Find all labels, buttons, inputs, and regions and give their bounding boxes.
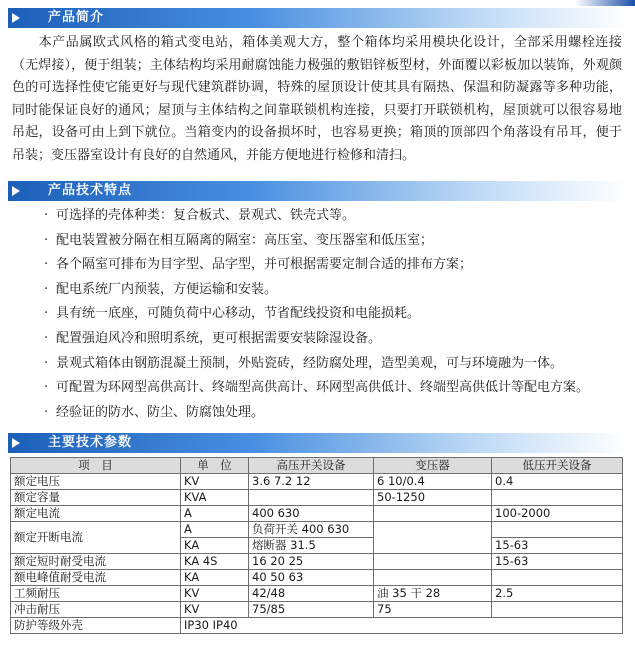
cell-lv: 15-63 bbox=[492, 554, 623, 570]
bullet-icon: · bbox=[44, 306, 49, 322]
table-row bbox=[11, 554, 623, 570]
table-row bbox=[11, 586, 623, 602]
cell-item: 防护等级外壳 bbox=[11, 618, 181, 634]
table-row bbox=[11, 522, 623, 538]
triangle-marker-icon bbox=[12, 13, 20, 23]
cell-hv: 40 50 63 bbox=[249, 570, 374, 586]
cell-lv bbox=[492, 570, 623, 586]
col-header-transformer: 变压器 bbox=[374, 458, 492, 474]
table-header-row bbox=[11, 458, 623, 474]
section-header-specs bbox=[8, 433, 626, 453]
cell-item: 额定电压 bbox=[11, 474, 181, 490]
cell-hv: 400 630 bbox=[249, 506, 374, 522]
top-accent-bar bbox=[575, 0, 635, 6]
feature-item: · 配电装置被分隔在相互隔离的隔室：高压室、变压器室和低压室； bbox=[44, 229, 624, 254]
cell-lv bbox=[492, 522, 623, 538]
intro-text: 本产品属欧式风格的箱式变电站，箱体美观大方，整个箱体均采用模块化设计，全部采用螺栓连接（无焊接），便于组装；主体结构均采用耐腐蚀能力极强的敷铝锌板型材，外面覆以彩板加以装饰，外观颜色的可选择性使它能更好与现代建筑群协调，特殊的屋顶设计使其具有隔热、保温和防凝露等多种功能，同时能保证良好的通风；屋顶与主体结构之间靠联锁机构连接，只要打开联锁机构，屋顶就可以很容易地吊起，设备可由上到下就位。当箱变内的设备损坏时，也容易更换；箱顶的顶部四个角落设有吊耳，便于吊装；变压器室设计有良好的自然通风，并能方便地进行检修和清扫。 bbox=[12, 35, 622, 163]
cell-lv: 100-2000 bbox=[492, 506, 623, 522]
feature-item: · 可选择的壳体种类：复合板式、景观式、铁壳式等。 bbox=[44, 204, 624, 229]
cell-transformer: 50-1250 bbox=[374, 490, 492, 506]
cell-transformer: 75 bbox=[374, 602, 492, 618]
section-title-features: 产品技术特点 bbox=[48, 183, 133, 198]
feature-item: · 景观式箱体由钢筋混凝土预制，外贴瓷砖，经防腐处理，造型美观，可与环境融为一体。 bbox=[44, 352, 624, 377]
cell-unit: KVA bbox=[181, 490, 249, 506]
cell-transformer bbox=[374, 554, 492, 570]
feature-item: · 配电系统厂内预装，方便运输和安装。 bbox=[44, 278, 624, 303]
feature-item: · 经验证的防水、防尘、防腐蚀处理。 bbox=[44, 401, 624, 426]
bullet-icon: · bbox=[44, 355, 49, 371]
bullet-icon: · bbox=[44, 330, 49, 346]
cell-unit: A bbox=[181, 506, 249, 522]
bullet-icon: · bbox=[44, 208, 49, 223]
triangle-marker-icon bbox=[12, 438, 20, 448]
cell-lv: 2.5 bbox=[492, 586, 623, 602]
table-row bbox=[11, 618, 623, 634]
bullet-icon: · bbox=[44, 380, 49, 396]
col-header-hv-switchgear: 高压开关设备 bbox=[249, 458, 374, 474]
cell-unit: KA 4S bbox=[181, 554, 249, 570]
section-header-features bbox=[8, 181, 626, 201]
cell-hv: 熔断器 31.5 bbox=[249, 538, 374, 554]
col-header-unit: 单 位 bbox=[181, 458, 249, 474]
cell-unit: KA bbox=[181, 570, 249, 586]
table-row bbox=[11, 474, 623, 490]
cell-item: 额电峰值耐受电流 bbox=[11, 570, 181, 586]
section-title-specs: 主要技术参数 bbox=[48, 435, 133, 450]
table-row bbox=[11, 506, 623, 522]
cell-hv: 75/85 bbox=[249, 602, 374, 618]
cell-item: 额定电流 bbox=[11, 506, 181, 522]
cell-transformer bbox=[374, 522, 492, 554]
intro-paragraph bbox=[12, 32, 622, 167]
feature-item: · 具有统一底座，可随负荷中心移动，节省配线投资和电能损耗。 bbox=[44, 302, 624, 327]
bullet-icon: · bbox=[44, 404, 49, 420]
cell-unit: A bbox=[181, 522, 249, 538]
cell-unit: KV bbox=[181, 474, 249, 490]
cell-hv: 负荷开关 400 630 bbox=[249, 522, 374, 538]
col-header-item: 项 目 bbox=[11, 458, 181, 474]
cell-unit: KV bbox=[181, 602, 249, 618]
feature-list bbox=[44, 204, 624, 425]
cell-unit: KA bbox=[181, 538, 249, 554]
section-header-intro bbox=[8, 8, 626, 28]
cell-item: 额定开断电流 bbox=[11, 522, 181, 554]
cell-transformer: 6 10/0.4 bbox=[374, 474, 492, 490]
cell-lv: 0.4 bbox=[492, 474, 623, 490]
cell-hv bbox=[249, 490, 374, 506]
cell-transformer bbox=[374, 570, 492, 586]
cell-transformer bbox=[374, 506, 492, 522]
cell-item: 冲击耐压 bbox=[11, 602, 181, 618]
cell-item: 额定短时耐受电流 bbox=[11, 554, 181, 570]
section-title-intro: 产品简介 bbox=[48, 10, 105, 25]
table-row bbox=[11, 602, 623, 618]
feature-item: · 配置强迫风冷和照明系统，更可根据需要安装除湿设备。 bbox=[44, 327, 624, 352]
table-row bbox=[11, 570, 623, 586]
feature-item: · 可配置为环网型高供高计、终端型高供高计、环网型高供低计、终端型高供低计等配电方案。 bbox=[44, 376, 624, 401]
cell-item: 额定容量 bbox=[11, 490, 181, 506]
cell-unit: KV bbox=[181, 586, 249, 602]
cell-item: 工频耐压 bbox=[11, 586, 181, 602]
table-row bbox=[11, 490, 623, 506]
cell-hv: 3.6 7.2 12 bbox=[249, 474, 374, 490]
cell-lv bbox=[492, 490, 623, 506]
cell-hv: 16 20 25 bbox=[249, 554, 374, 570]
spec-table bbox=[10, 457, 623, 634]
bullet-icon: · bbox=[44, 232, 49, 248]
cell-lv: 15-63 bbox=[492, 538, 623, 554]
cell-hv: 42/48 bbox=[249, 586, 374, 602]
cell-protection-levels: IP30 IP40 bbox=[181, 618, 623, 634]
bullet-icon: · bbox=[44, 281, 49, 297]
cell-transformer: 油 35 干 28 bbox=[374, 586, 492, 602]
col-header-lv-switchgear: 低压开关设备 bbox=[492, 458, 623, 474]
feature-item: · 各个隔室可排布为目字型、品字型，并可根据需要定制合适的排布方案； bbox=[44, 253, 624, 278]
bullet-icon: · bbox=[44, 257, 49, 273]
triangle-marker-icon bbox=[12, 186, 20, 196]
cell-lv bbox=[492, 602, 623, 618]
